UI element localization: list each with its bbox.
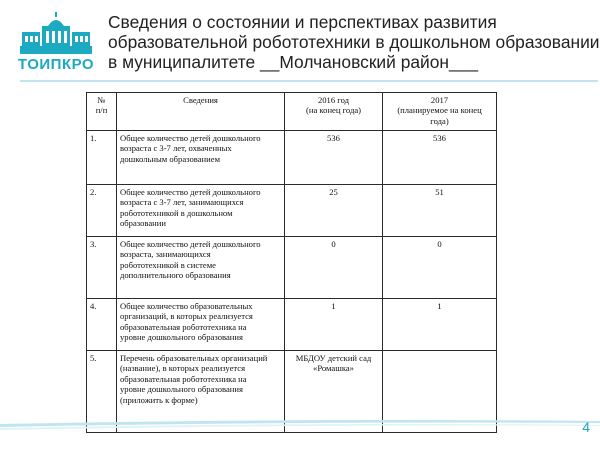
row-info: Общее количество образовательных организаций, в которых реализуется образовательная робототехника на уровне дошкольного образования [117, 299, 285, 351]
row-info: Общее количество детей дошкольного возраста с 3-7 лет, занимающихся робототехникой в дошкольном образовании [117, 185, 285, 237]
table-row [87, 185, 497, 237]
value-2016: МБДОУ детский сад «Ромашка» [285, 351, 383, 433]
value-2017: 51 [383, 185, 497, 237]
row-info: Общее количество детей дошкольного возраста, занимающихся робототехникой в системе дополнительного образования [117, 237, 285, 299]
value-2017: 0 [383, 237, 497, 299]
table-row [87, 131, 497, 185]
title-line: в муниципалитете __Молчановский район___ [108, 52, 479, 72]
title-line: образовательной робототехники в дошкольном образовании [108, 32, 600, 52]
footer-stripe [0, 416, 600, 442]
header-2017: 2017 (планируемое на конец года) [383, 93, 497, 131]
value-2016: 1 [285, 299, 383, 351]
info-table [86, 92, 497, 433]
value-2017: 1 [383, 299, 497, 351]
header-info: Сведения [117, 93, 285, 131]
table-header-row [87, 93, 497, 131]
table-row [87, 299, 497, 351]
value-2016: 536 [285, 131, 383, 185]
title-line: Сведения о состоянии и перспективах развития [108, 12, 497, 32]
row-number: 1. [87, 131, 117, 185]
building-icon [14, 12, 98, 56]
logo [14, 12, 98, 74]
header-divider [20, 80, 598, 82]
page-number: 4 [582, 419, 590, 435]
row-number: 2. [87, 185, 117, 237]
header-2016: 2016 год (на конец года) [285, 93, 383, 131]
row-number: 3. [87, 237, 117, 299]
row-number: 4. [87, 299, 117, 351]
slide-title [108, 12, 600, 72]
row-info: Перечень образовательных организаций (название), в которых реализуется образовательная робототехника на уровне дошкольного образования (приложить к форме) [117, 351, 285, 433]
value-2016: 0 [285, 237, 383, 299]
table-row [87, 237, 497, 299]
header-number: № п/п [87, 93, 117, 131]
row-info: Общее количество детей дошкольного возраста с 3-7 лет, охваченных дошкольным образованием [117, 131, 285, 185]
logo-text: ТОИПКРО [17, 56, 95, 73]
row-number: 5. [87, 351, 117, 433]
value-2017: 536 [383, 131, 497, 185]
value-2016: 25 [285, 185, 383, 237]
